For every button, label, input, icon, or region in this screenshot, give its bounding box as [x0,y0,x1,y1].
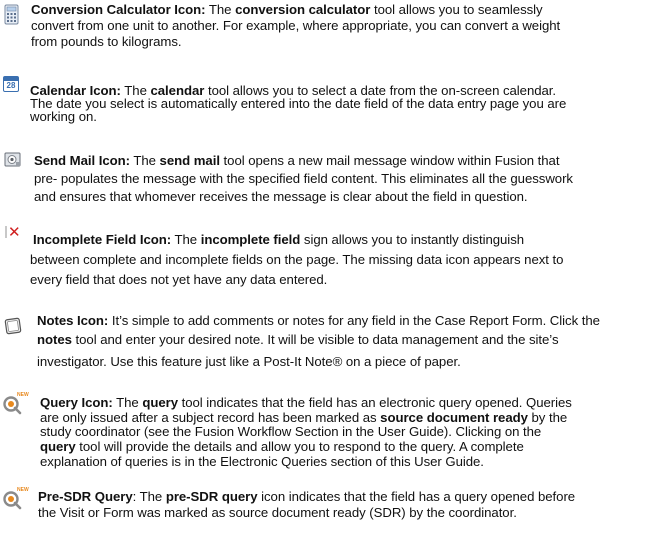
entry-line: study coordinator (see the Fusion Workflow Section in the User Guide). Clicking on the [40,424,542,440]
entry-text [30,232,564,288]
pre-sdr-query-icon: NEW [2,487,32,509]
entry-line: Incomplete Field Icon: The incomplete field sign allows you to instantly distinguish [33,232,525,247]
send-mail-icon [4,152,22,168]
entry-line: and ensures that whomever receives the message is clear about the field in question. [34,189,528,204]
entry-line: the Visit or Form was marked as source document ready (SDR) by the coordinator. [38,505,517,520]
entry-line: Query Icon: The query tool indicates that the field has an electronic query opened. Queries [40,395,572,410]
entry-line: notes tool and enter your desired note. It will be visible to data management and the site’s [37,332,559,347]
entry-line: Pre-SDR Query: The pre-SDR query icon indicates that the field has a query opened before [38,489,576,504]
entry-line: Send Mail Icon: The send mail tool opens a new mail message window within Fusion that [34,153,560,168]
entry-text [37,313,600,370]
entry-line: are only issued after a subject record has been marked as source document ready by the [40,409,568,425]
entry-line: between complete and incomplete fields on the page. The missing data icon appears next to [30,252,564,267]
entry-line: convert from one unit to another. For example, where appropriate, you can convert a weight [31,18,561,33]
entry-line: every field that does not yet have any data entered. [30,272,328,287]
entry-text [40,396,572,470]
notes-icon [4,316,24,336]
entry-text [31,2,560,50]
entry-line: The date you select is automatically entered into the date field of the data entry page you are [30,96,567,111]
entry-text [34,153,573,205]
query-icon: NEW [2,392,32,414]
entry-line: explanation of queries is in the Electronic Queries section of this User Guide. [40,453,484,469]
calendar-icon: 28 [3,76,19,92]
entry-line: from pounds to kilograms. [31,34,182,49]
entry-line: Calendar Icon: The calendar tool allows you to select a date from the on-screen calendar. [30,83,557,98]
entry-text [30,83,566,125]
entry-line: pre- populates the message with the specified field content. This eliminates all the guesswork [34,171,573,186]
entry-line: working on. [30,109,97,124]
calculator-icon [4,4,20,26]
entry-text [38,489,575,521]
entry-line: query tool will provide the details and allow you to respond to the query. A complete [40,439,524,455]
entry-line: investigator. Use this feature just like a Post-It Note® on a piece of paper. [37,354,461,369]
entry-line: Notes Icon: It’s simple to add comments or notes for any field in the Case Report Form. Click the [37,313,600,328]
incomplete-x-icon: ✕ [5,224,21,242]
entry-line: Conversion Calculator Icon: The conversion calculator tool allows you to seamlessly [31,2,543,17]
